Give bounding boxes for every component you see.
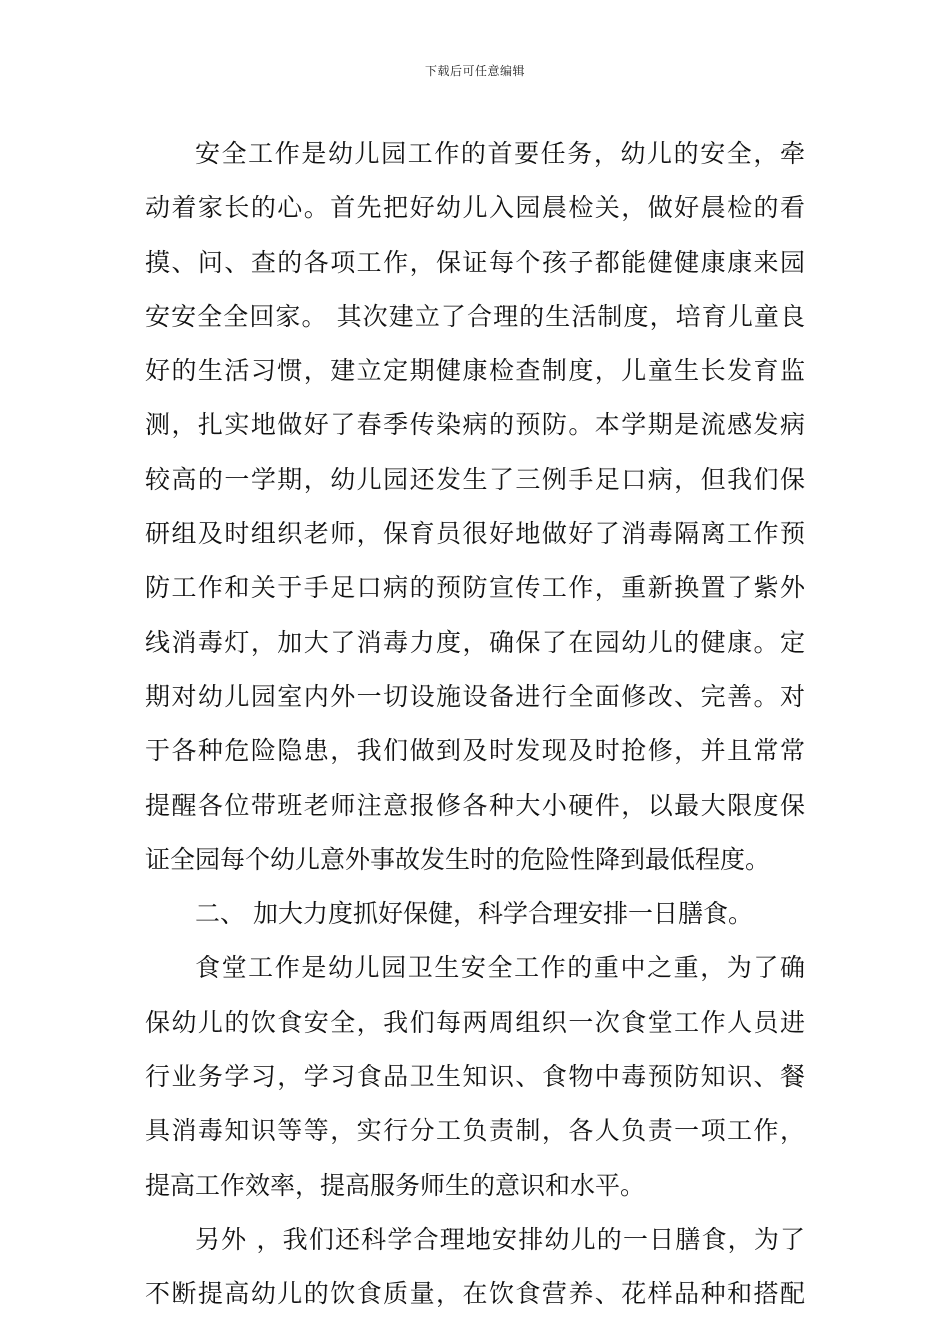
paragraph-line: 摸、问、查的各项工作，保证每个孩子都能健健康康来园: [145, 247, 805, 277]
paragraph-line: 安安全全回家。 其次建立了合理的生活制度，培育儿童良: [145, 301, 805, 331]
paragraph-line: 期对幼儿园室内外一切设施设备进行全面修改、完善。对: [145, 681, 805, 711]
paragraph-line: 食堂工作是幼儿园卫生安全工作的重中之重，为了确: [195, 953, 805, 983]
paragraph-line: 提高工作效率，提高服务师生的意识和水平。: [145, 1170, 646, 1200]
paragraph-line: 线消毒灯，加大了消毒力度，确保了在园幼儿的健康。定: [145, 627, 805, 657]
paragraph-line: 安全工作是幼儿园工作的首要任务，幼儿的安全，牵: [195, 139, 805, 168]
paragraph-line: 测，扎实地做好了春季传染病的预防。本学期是流感发病: [145, 410, 805, 440]
paragraph-line: 不断提高幼儿的饮食质量，在饮食营养、花样品种和搭配: [145, 1279, 805, 1309]
section-heading: 二、 加大力度抓好保健，科学合理安排一日膳食。: [195, 899, 753, 929]
paragraph-line: 较高的一学期，幼儿园还发生了三例手足口病，但我们保: [145, 464, 805, 494]
paragraph-line: 研组及时组织老师，保育员很好地做好了消毒隔离工作预: [145, 519, 805, 549]
paragraph-line: 证全园每个幼儿意外事故发生时的危险性降到最低程度。: [145, 844, 771, 874]
paragraph-line: 保幼儿的饮食安全，我们每两周组织一次食堂工作人员进: [145, 1007, 805, 1037]
paragraph-line: 防工作和关于手足口病的预防宣传工作，重新换置了紫外: [145, 573, 805, 603]
document-body: [145, 127, 805, 1322]
paragraph-line: 提醒各位带班老师注意报修各种大小硬件，以最大限度保: [145, 790, 805, 820]
paragraph-line: 好的生活习惯，建立定期健康检查制度，儿童生长发育监: [145, 356, 805, 386]
paragraph-line: 动着家长的心。首先把好幼儿入园晨检关，做好晨检的看: [145, 193, 805, 223]
paragraph-line: 于各种危险隐患，我们做到及时发现及时抢修，并且常常: [145, 736, 805, 766]
paragraph-line: 具消毒知识等等，实行分工负责制，各人负责一项工作，: [145, 1116, 805, 1146]
page-header: 下载后可任意编辑: [424, 64, 525, 78]
paragraph-line: 另外 ，我们还科学合理地安排幼儿的一日膳食，为了: [195, 1224, 805, 1254]
paragraph-line: 行业务学习，学习食品卫生知识、食物中毒预防知识、餐: [145, 1062, 805, 1092]
